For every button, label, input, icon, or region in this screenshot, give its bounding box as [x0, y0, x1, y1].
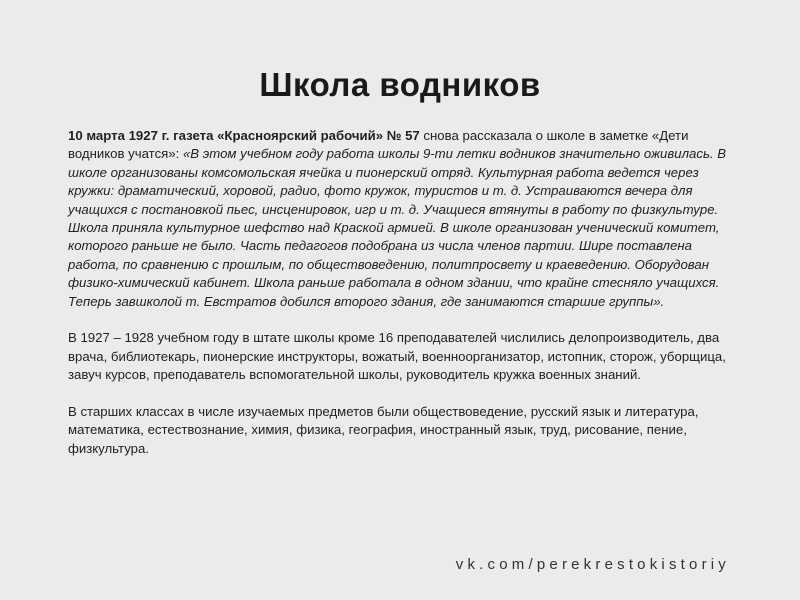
paragraph-staff: В 1927 – 1928 учебном году в штате школы кроме 16 преподавателей числились делопроизводитель, два врача, библиотекарь, пионерские инструкторы, вожатый, военноорганизатор, истопник, сторож, уборщица, завуч курсов, преподаватель вспомогательной школы, руководитель кружка военных знаний.: [68, 330, 726, 383]
paragraph-newspaper-quote: [68, 127, 738, 311]
paragraph-lead: 10 марта 1927 г. газета «Красноярский рабочий» № 57: [68, 128, 420, 143]
quote-text: «В этом учебном году работа школы 9-ти летки водников значительно оживилась. В школе организованы комсомольская ячейка и пионерский отряд. Культурная работа ведется через кружки: драматический, хоровой, радио, фото кружок, туристов и т. д. Устраиваются вечера для учащихся с постановкой пьес, инсценировок, игр и т. д. Учащиеся втянуты в работу по физкультуре. Школа приняла культурное шефство над Краской армией. В школе организован ученический комитет, которого раньше не было. Часть педагогов подобрана из числа членов партии. Шире поставлена работа, по сравнению с прошлым, по обществоведению, политпросвету и краеведению. Оборудован физико-химический кабинет. Школа раньше работала в одном здании, что крайне стесняло учащихся. Теперь завшколой т. Евстратов добился второго здания, где занимаются старшие группы».: [68, 146, 727, 309]
paragraph-subjects: В старших классах в числе изучаемых предметов были обществоведение, русский язык и литература, математика, естествознание, химия, физика, география, иностранный язык, труд, рисование, пение, физкультура.: [68, 404, 699, 456]
paragraph-intro: снова рассказала о школе в заметке «Дети водников учатся»:: [68, 128, 689, 162]
article-body: [68, 127, 738, 477]
page-title: Школа водников: [259, 66, 541, 103]
footer-link: vk.com/perekrestokistoriy: [455, 556, 730, 573]
